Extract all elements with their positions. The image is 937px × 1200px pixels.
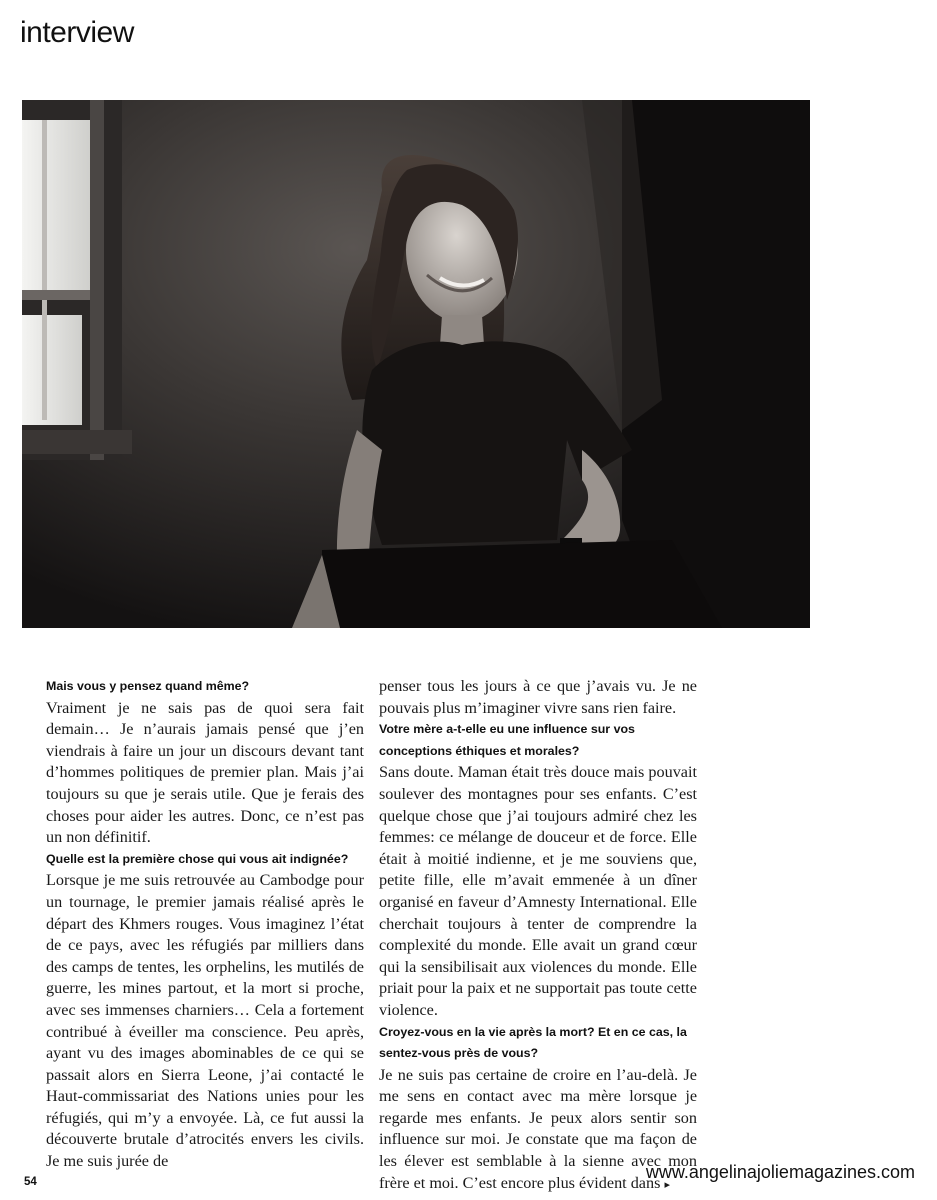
interview-answer: penser tous les jours à ce que j’avais vu. Je ne pouvais plus m’imaginer vivre sans rien faire. (379, 677, 697, 717)
interview-question: Mais vous y pensez quand même? (46, 679, 250, 693)
answer-text: Je ne suis pas certaine de croire en l’au-delà. Je me sens en contact avec ma mère lorsque je regarde mes enfants. Je peux alors sentir son influence sur moi. Je constate que ma façon de les élever est semblable à la sienne avec mon frère et moi. C’est encore plus évident dans (379, 1065, 697, 1192)
continued-arrow-icon: ▸ (664, 1178, 670, 1191)
interview-answer: Lorsque je me suis retrouvée au Cambodge pour un tournage, le premier jamais réalisé après le départ des Khmers rouges. Vous imaginez l’état de ce pays, avec les réfugiés par milliers dans des camps de tentes, les orphelins, les mutilés de guerre, les mines partout, et la mort si proche, avec ses immenses charniers… Cela a fortement contribué à éveiller ma conscience. Peu après, ayant vu des images abominables de ce qui se passait alors en Sierra Leone, j’ai contacté le Haut-commissariat des Nations unies pour les réfugiés, qui m’y a envoyée. Là, ce fut aussi la découverte brutale d’atrocités envers les civils. Je me suis jurée de (46, 871, 364, 1171)
interview-answer: Vraiment je ne sais pas de quoi sera fait demain… Je n’aurais jamais pensé que j’en viendrais à faire un jour un discours devant tant d’hommes politiques de premier plan. Mais j’ai toujours su que je serais utile. Que je ferais des choses pour aider les autres. Donc, ce n’est pas un non définitif. (46, 698, 364, 847)
interview-answer: Sans doute. Maman était très douce mais pouvait soulever des montagnes pour ses enfants. C’est quelque chose que j’ai toujours admiré chez les femmes: ce mélange de douceur et de force. Elle était à moitié indienne, et je me souviens que, petite fille, elle m’avait emmenée à un dîner organisé en faveur d’Amnesty International. Elle cherchait toujours à tenter de comprendre la complexité du monde. Elle avait un grand cœur qui la sensibilisait aux violences du monde. Elle priait pour la paix et ne supportait pas toute cette violence. (379, 763, 697, 1019)
page-number: 54 (24, 1176, 37, 1188)
interview-question: Quelle est la première chose qui vous ait indignée? (46, 851, 349, 866)
interview-question: Votre mère a-t-elle eu une influence sur vos conceptions éthiques et morales? (379, 722, 635, 758)
article-column-left (46, 676, 364, 1173)
website-watermark: www.angelinajoliemagazines.com (645, 1162, 915, 1182)
photo-illustration (22, 100, 810, 628)
interview-question: Croyez-vous en la vie après la mort? Et en ce cas, la sentez-vous près de vous? (379, 1024, 687, 1061)
article-column-right (379, 676, 697, 1196)
section-title: interview (20, 16, 134, 49)
portrait-photo (22, 100, 810, 628)
